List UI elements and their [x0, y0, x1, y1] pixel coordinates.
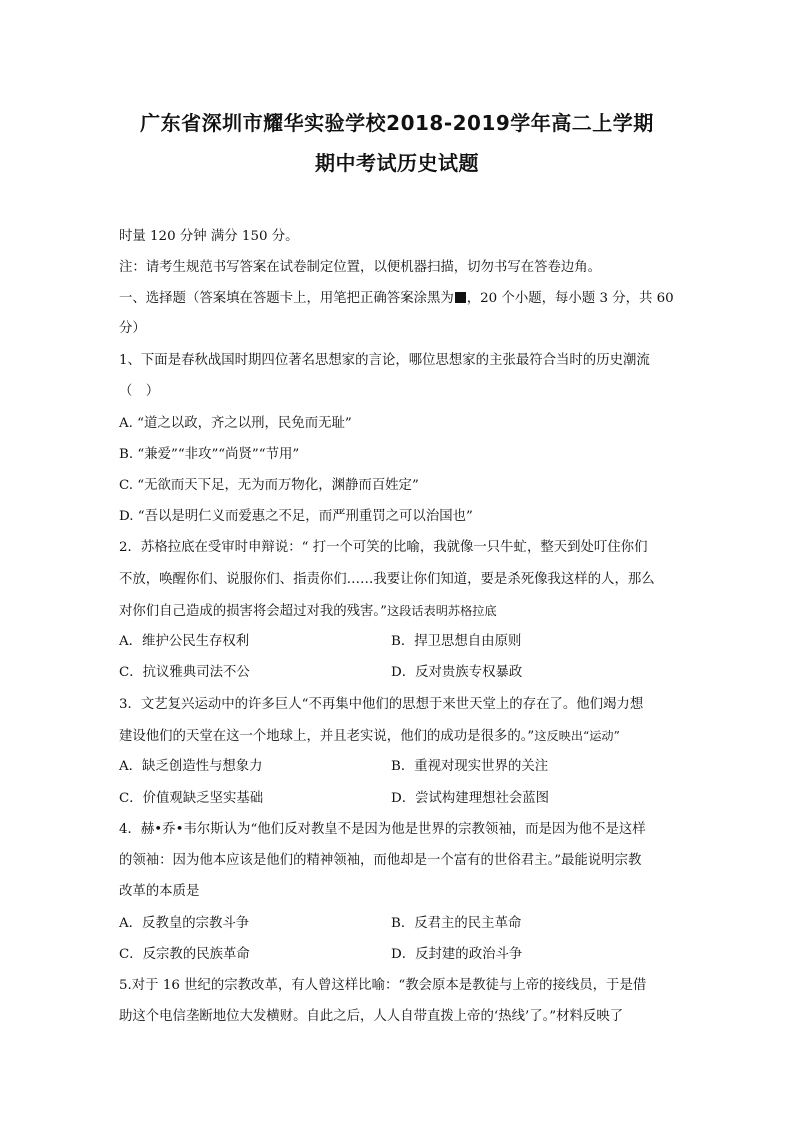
question-1-option-c: C. “无欲而天下足，无为而万物化，渊静而百姓定”	[119, 478, 419, 493]
question-2-option-d: D．反对贵族专权暴政	[391, 665, 523, 680]
question-2-option-a: A．维护公民生存权利	[119, 634, 250, 649]
question-3-stem-2-prompt: 这反映出“运动”	[534, 729, 620, 743]
question-3-stem-2	[119, 726, 679, 747]
question-2-stem-1: 2．苏格拉底在受审时申辩说：“ 打一个可笑的比喻，我就像一只牛虻，整天到处叮住你们	[119, 540, 648, 555]
question-1-option-a: A. “道之以政，齐之以刑，民免而无耻”	[119, 416, 352, 431]
question-1-stem: 1、下面是春秋战国时期四位著名思想家的言论，哪位思想家的主张最符合当时的历史潮流	[119, 353, 650, 368]
question-3-option-a: A．缺乏创造性与想象力	[119, 759, 263, 774]
question-4-option-a: A．反教皇的宗教斗争	[119, 916, 250, 931]
question-2-stem-2: 不放，唤醒你们、说服你们、指责你们……我要让你们知道，要是杀死像我这样的人，那么	[119, 572, 655, 587]
question-4-option-d: D．反封建的政治斗争	[391, 947, 523, 962]
question-4-option-b: B．反君主的民主革命	[391, 916, 522, 931]
section-heading-part-b: ，20 个小题，每小题 3 分，共 60	[466, 291, 674, 306]
filled-square-icon	[455, 292, 466, 303]
question-2-option-c: C．抗议雅典司法不公	[119, 665, 250, 680]
question-2-stem-3	[119, 601, 679, 622]
exam-note: 注：请考生规范书写答案在试卷制定位置，以便机器扫描，切勿书写在答卷边角。	[119, 260, 602, 275]
page-subtitle: 期中考试历史试题	[315, 151, 479, 175]
section-heading-cont: 分）	[119, 321, 146, 336]
question-2-stem-3-prompt: 这段话表明苏格拉底	[386, 604, 497, 618]
question-2-stem-3-quote: 对你们自己造成的损害将会超过对我的残害。”	[119, 604, 387, 619]
question-3-stem-2-quote: 建设他们的天堂在这一个地球上，并且老实说，他们的成功是很多的。”	[119, 729, 535, 744]
question-1-option-d: D. “吾以是明仁义而爱惠之不足，而严刑重罚之可以治国也”	[119, 509, 473, 524]
question-4-stem-1: 4．赫•乔•韦尔斯认为“他们反对教皇不是因为他是世界的宗教领袖，而是因为他不是这样	[119, 822, 646, 837]
question-5-stem-1: 5.对于 16 世纪的宗教改革，有人曾这样比喻：“教会原本是教徒与上帝的接线员，于是借	[119, 978, 647, 993]
section-heading	[119, 289, 679, 309]
question-2-option-b: B．捍卫思想自由原则	[391, 634, 522, 649]
question-3-option-c: C．价值观缺乏坚实基础	[119, 791, 264, 806]
section-heading-part-a: 一、选择题（答案填在答题卡上，用笔把正确答案涂黑为	[119, 291, 454, 306]
question-1-option-b: B. “兼爱”“非攻”“尚贤”“节用”	[119, 447, 300, 462]
question-4-stem-2: 的领袖：因为他本应该是他们的精神领袖，而他却是一个富有的世俗君主。”最能说明宗教	[119, 853, 642, 868]
question-4-stem-3: 改革的本质是	[119, 884, 200, 899]
question-3-option-d: D．尝试构建理想社会蓝图	[391, 791, 550, 806]
question-5-stem-2: 助这个电信垄断地位大发横财。自此之后，人人自带直拨上帝的‘热线’了。”材料反映了	[119, 1009, 624, 1024]
question-3-option-b: B．重视对现实世界的关注	[391, 759, 549, 774]
question-1-bracket: （ ）	[119, 384, 160, 399]
time-score-info: 时量 120 分钟 满分 150 分。	[119, 229, 299, 244]
page-title: 广东省深圳市耀华实验学校2018-2019学年高二上学期	[140, 111, 654, 135]
question-3-stem-1: 3．文艺复兴运动中的许多巨人“不再集中他们的思想于来世天堂上的存在了。他们竭力想	[119, 697, 644, 712]
question-4-option-c: C．反宗教的民族革命	[119, 947, 250, 962]
